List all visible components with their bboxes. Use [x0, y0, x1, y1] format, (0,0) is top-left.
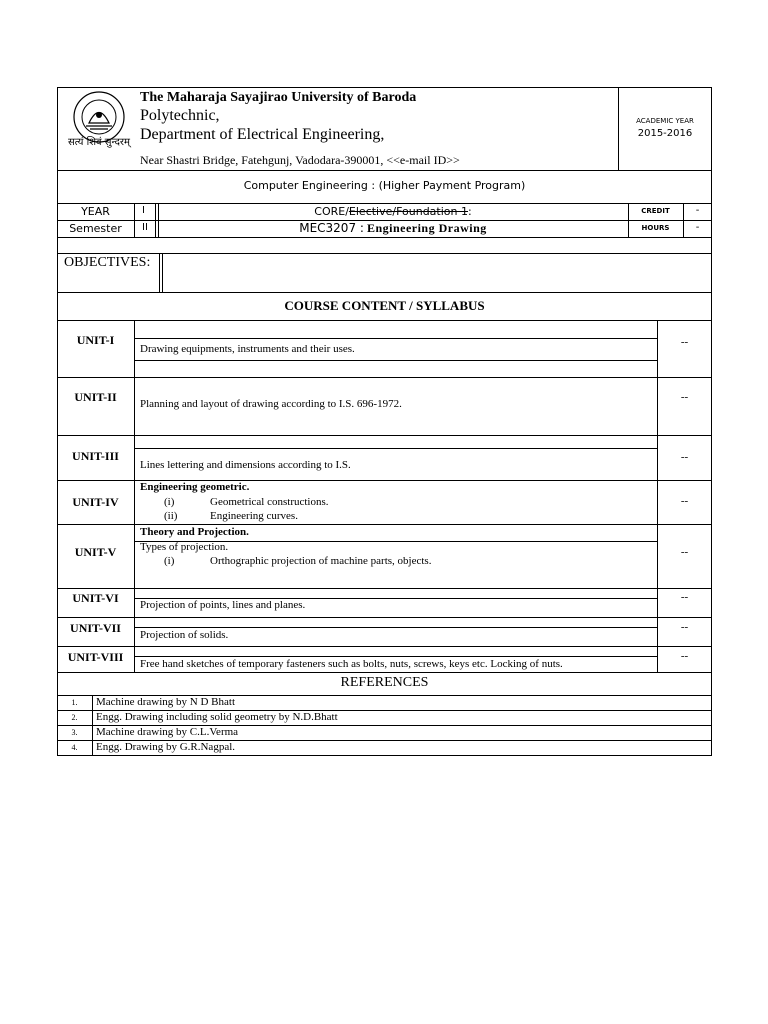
list-item-text: Orthographic projection of machine parts, objects. [210, 555, 432, 567]
program-title: Computer Engineering : (Higher Payment Program) [243, 179, 526, 192]
unit-marks: -- [680, 650, 689, 662]
divider [92, 695, 93, 756]
list-item-num: (i) [164, 555, 175, 567]
divider [162, 253, 163, 293]
credit-label: CREDIT [641, 207, 670, 215]
department-name: Department of Electrical Engineering, [140, 126, 385, 143]
unit-marks: -- [680, 621, 689, 633]
reference-text: Machine drawing by N D Bhatt [96, 696, 235, 708]
unit-label: UNIT-VI [72, 591, 119, 605]
divider [57, 524, 712, 525]
divider [57, 253, 712, 254]
unit-title: Engineering geometric. [140, 481, 250, 493]
divider [57, 435, 712, 436]
divider [57, 588, 712, 589]
divider [57, 292, 712, 293]
objectives-label: OBJECTIVES: [64, 255, 151, 270]
divider [159, 253, 160, 293]
unit-marks: -- [680, 591, 689, 603]
divider [57, 646, 712, 647]
logo-center-dot [96, 112, 102, 118]
reference-num: 3. [71, 728, 78, 737]
unit-marks: -- [680, 546, 689, 558]
unit-label: UNIT-IV [72, 495, 119, 509]
unit-content: Drawing equipments, instruments and their uses. [140, 343, 355, 355]
divider [57, 237, 712, 238]
course-code: MEC3207 : [299, 221, 364, 235]
divider [134, 320, 135, 672]
year-label: YEAR [81, 205, 110, 218]
address: Near Shastri Bridge, Fatehgunj, Vadodara-390001, <<e-mail ID>> [140, 153, 460, 167]
unit-content: Projection of solids. [140, 629, 229, 641]
divider [134, 203, 135, 237]
divider [57, 320, 712, 321]
unit-marks: -- [680, 391, 689, 403]
divider [57, 377, 712, 378]
hours-value: - [695, 222, 700, 233]
unit-marks: -- [680, 451, 689, 463]
university-name: The Maharaja Sayajirao University of Baroda [140, 90, 417, 105]
reference-text: Engg. Drawing including solid geometry by N.D.Bhatt [96, 711, 338, 723]
divider [155, 203, 156, 237]
unit-label: UNIT-VII [70, 621, 121, 635]
references-heading: REFERENCES [340, 675, 429, 690]
reference-num: 4. [71, 743, 78, 752]
divider [134, 448, 657, 449]
core-suffix: : [468, 205, 472, 218]
divider [134, 627, 657, 628]
unit-content: Free hand sketches of temporary fasteners such as bolts, nuts, screws, keys etc. Locking of nuts. [140, 658, 563, 670]
unit-marks: -- [680, 336, 689, 348]
year-value: I [142, 205, 145, 216]
credit-value: - [695, 205, 700, 216]
unit-label: UNIT-I [76, 333, 115, 347]
unit-label: UNIT-VIII [67, 650, 124, 664]
unit-title: Theory and Projection. [140, 526, 249, 538]
unit-line: Types of projection. [140, 541, 229, 553]
unit-label: UNIT-V [74, 545, 117, 559]
core-label: CORE/ [314, 205, 349, 218]
hours-label: HOURS [641, 224, 670, 232]
reference-num: 2. [71, 713, 78, 722]
reference-num: 1. [71, 698, 78, 707]
list-item-num: (ii) [164, 510, 178, 522]
divider [134, 656, 657, 657]
reference-text: Machine drawing by C.L.Verma [96, 726, 239, 738]
semester-label: Semester [69, 222, 122, 235]
course-name: Engineering Drawing [366, 221, 487, 235]
institute-name: Polytechnic, [140, 107, 220, 124]
divider [134, 360, 657, 361]
divider [57, 617, 712, 618]
unit-content: Projection of points, lines and planes. [140, 599, 306, 611]
divider [57, 672, 712, 673]
academic-year-value: 2015-2016 [637, 128, 693, 139]
list-item-text: Geometrical constructions. [210, 496, 329, 508]
divider [57, 170, 712, 171]
list-item-num: (i) [164, 496, 175, 508]
syllabus-heading: COURSE CONTENT / SYLLABUS [284, 298, 485, 313]
unit-label: UNIT-III [72, 449, 119, 463]
unit-marks: -- [680, 495, 689, 507]
logo-motto: सत्यं शिवं सुन्दरम् [68, 137, 130, 148]
unit-content: Lines lettering and dimensions according to I.S. [140, 459, 351, 471]
unit-content: Planning and layout of drawing according to I.S. 696-1972. [140, 398, 402, 410]
unit-label: UNIT-II [74, 390, 117, 404]
divider [134, 338, 657, 339]
course-title [158, 221, 628, 236]
logo-base [86, 126, 112, 129]
course-category [158, 205, 628, 218]
academic-year-label: ACADEMIC YEAR [636, 117, 694, 125]
semester-value: II [142, 222, 148, 233]
list-item-text: Engineering curves. [210, 510, 298, 522]
reference-text: Engg. Drawing by G.R.Nagpal. [96, 741, 236, 753]
struck-category: Elective/Foundation 1 [348, 205, 468, 218]
